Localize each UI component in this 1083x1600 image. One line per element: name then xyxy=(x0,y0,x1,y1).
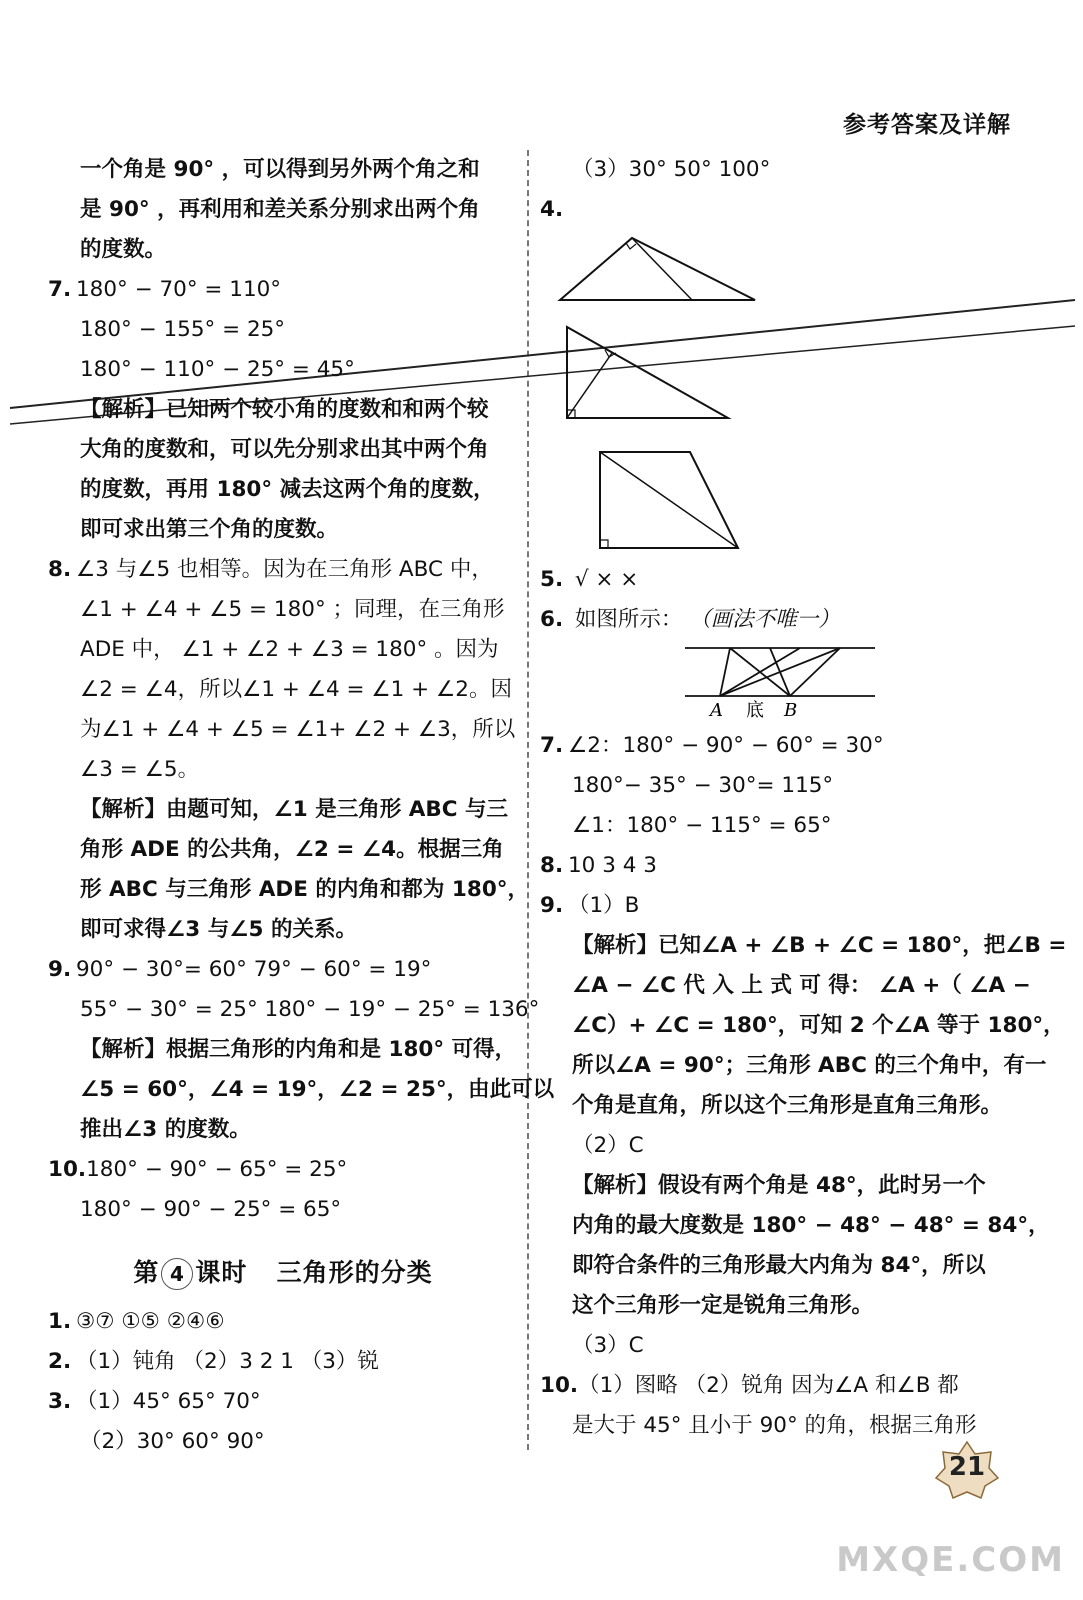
answer-line xyxy=(540,1326,1015,1366)
answer-text: ∠5 = 60°，∠4 = 19°，∠2 = 25°，由此可以 xyxy=(80,1077,555,1102)
answer-text: 角形 ADE 的公共角，∠2 = ∠4。根据三角 xyxy=(80,837,504,862)
answer-text: （1）45° 65° 70° xyxy=(76,1389,261,1414)
answer-text: 【解析】假设有两个角是 48°，此时另一个 xyxy=(572,1173,986,1198)
answer-line xyxy=(48,1190,518,1230)
lesson-name: 三角形的分类 xyxy=(276,1258,433,1287)
answer-line xyxy=(540,726,1015,766)
answer-text: （2）30° 60° 90° xyxy=(80,1429,265,1454)
right-column xyxy=(540,150,1067,1446)
question-number: 4. xyxy=(540,197,564,222)
answer-text: ∠3 = ∠5。 xyxy=(80,757,200,782)
page-header: 参考答案及详解 xyxy=(843,112,1011,138)
answer-line xyxy=(540,766,1015,806)
lesson-suffix: 课时 xyxy=(195,1258,248,1287)
answer-text: 是大于 45° 且小于 90° 的角，根据三角形 xyxy=(572,1413,977,1438)
answer-text: ADE 中， ∠1 + ∠2 + ∠3 = 180° 。因为 xyxy=(80,637,499,662)
answer-line xyxy=(48,590,518,630)
right-top-lines xyxy=(540,150,1015,190)
q4-figures xyxy=(550,190,1010,550)
answer-line xyxy=(48,1422,518,1462)
q4-triangle-1 xyxy=(560,238,755,300)
answer-text: 一个角是 90° ，可以得到另外两个角之和 xyxy=(80,157,480,182)
answer-text: 即可求出第三个角的度数。 xyxy=(80,517,339,542)
q6-label-a: A xyxy=(710,700,723,721)
question-number: 7. xyxy=(48,277,72,302)
q6-note: （画法不唯一） xyxy=(689,607,840,632)
q5-answer: √ × × xyxy=(574,567,639,592)
q4-trapezoid xyxy=(600,452,738,548)
answer-line xyxy=(540,1366,1015,1406)
answer-line xyxy=(48,230,518,270)
answer-line xyxy=(540,1286,1015,1326)
answer-line xyxy=(48,190,518,230)
answer-line xyxy=(540,1126,1015,1166)
answer-text: 这个三角形一定是锐角三角形。 xyxy=(572,1293,874,1318)
answer-text: 180° − 70° = 110° xyxy=(76,277,282,302)
answer-text: 180° − 90° − 25° = 65° xyxy=(80,1197,342,1222)
answer-text: ∠A − ∠C 代 入 上 式 可 得： ∠A +（ ∠A − xyxy=(572,973,1031,998)
answer-text: ∠2：180° − 90° − 60° = 30° xyxy=(568,733,884,758)
q6-figure xyxy=(680,640,880,720)
answer-text: （1）图略 （2）锐角 因为∠A 和∠B 都 xyxy=(578,1373,959,1398)
answer-line xyxy=(540,1166,1015,1206)
answer-line xyxy=(540,1086,1015,1126)
answer-line xyxy=(48,470,518,510)
answer-text: 的度数，再用 180° 减去这两个角的度数， xyxy=(80,477,495,502)
answer-line xyxy=(48,750,518,790)
watermark: MXQE.COM xyxy=(836,1540,1065,1580)
answer-text: 推出∠3 的度数。 xyxy=(80,1117,251,1142)
question-number: 10. xyxy=(48,1157,87,1182)
answer-line xyxy=(48,1302,518,1342)
question-number: 10. xyxy=(540,1373,579,1398)
answer-line xyxy=(48,350,518,390)
question-6 xyxy=(540,600,1015,640)
answer-line xyxy=(540,1246,1015,1286)
answer-line xyxy=(48,990,540,1030)
answer-line xyxy=(48,1110,518,1150)
answer-line xyxy=(48,310,518,350)
answer-line xyxy=(48,830,518,870)
answer-line xyxy=(48,550,518,590)
question-number: 1. xyxy=(48,1309,72,1334)
page-number: 21 xyxy=(948,1452,986,1482)
q6-answer: 如图所示： xyxy=(574,607,683,632)
answer-text: 180°− 35° − 30°= 115° xyxy=(572,773,834,798)
lesson-prefix: 第 xyxy=(133,1258,160,1287)
q6-label-b: B xyxy=(784,700,798,721)
answer-line xyxy=(48,790,518,830)
answer-text: （3）C xyxy=(572,1333,644,1358)
question-number: 7. xyxy=(540,733,564,758)
answer-text: 55° − 30° = 25° 180° − 19° − 25° = 136° xyxy=(80,997,540,1022)
left-answer-lines xyxy=(48,150,555,1230)
q4-triangle-2 xyxy=(567,327,728,418)
answer-text: 大角的度数和，可以先分别求出其中两个角 xyxy=(80,437,489,462)
answer-text: ∠2 = ∠4，所以∠1 + ∠4 = ∠1 + ∠2。因 xyxy=(80,677,512,702)
answer-line xyxy=(540,966,1031,1006)
answer-text: ∠1 + ∠4 + ∠5 = 180° ；同理，在三角形 xyxy=(80,597,505,622)
answer-text: ∠3 与∠5 也相等。因为在三角形 ABC 中， xyxy=(76,557,493,582)
answer-text: ∠C）+ ∠C = 180°，可知 2 个∠A 等于 180°， xyxy=(572,1013,1065,1038)
lesson-title xyxy=(48,1244,518,1302)
question-5 xyxy=(540,560,1015,600)
answer-text: 180° − 110° − 25° = 45° xyxy=(80,357,355,382)
answer-text: 形 ABC 与三角形 ADE 的内角和都为 180°， xyxy=(80,877,530,902)
answer-line xyxy=(540,150,1015,190)
answer-line xyxy=(48,910,518,950)
answer-line xyxy=(48,870,530,910)
answer-line xyxy=(540,846,1015,886)
answer-text: 个角是直角，所以这个三角形是直角三角形。 xyxy=(572,1093,1003,1118)
question-number: 6. xyxy=(540,607,564,632)
answer-text: 是 90° ，再利用和差关系分别求出两个角 xyxy=(80,197,480,222)
answer-line xyxy=(540,806,1015,846)
answer-text: 180° − 155° = 25° xyxy=(80,317,286,342)
question-number: 9. xyxy=(48,957,72,982)
question-number: 2. xyxy=(48,1349,72,1374)
right-answer-lines xyxy=(540,726,1067,1446)
q6-label-base: 底 xyxy=(746,700,764,721)
answer-text: （2）C xyxy=(572,1133,644,1158)
answer-text: 10 3 4 3 xyxy=(568,853,657,878)
answer-line xyxy=(48,510,518,550)
answer-line xyxy=(48,670,518,710)
answer-line xyxy=(48,710,518,750)
answer-line xyxy=(48,1382,518,1422)
answer-text: 的度数。 xyxy=(80,237,167,262)
answer-line xyxy=(540,1006,1065,1046)
answer-text: 【解析】根据三角形的内角和是 180° 可得， xyxy=(80,1037,517,1062)
lesson-answer-lines xyxy=(48,1302,518,1462)
answer-line xyxy=(540,886,1015,926)
answer-text: （3）30° 50° 100° xyxy=(572,157,771,182)
answer-line xyxy=(540,1206,1050,1246)
answer-line xyxy=(540,926,1067,966)
answer-text: ③⑦ ①⑤ ②④⑥ xyxy=(76,1309,225,1334)
answer-text: 即可求得∠3 与∠5 的关系。 xyxy=(80,917,357,942)
question-number: 3. xyxy=(48,1389,72,1414)
answer-line xyxy=(48,430,518,470)
left-column xyxy=(48,150,555,1462)
question-4 xyxy=(540,190,1015,560)
answer-line xyxy=(540,1046,1047,1086)
answer-line xyxy=(48,270,518,310)
answer-text: 为∠1 + ∠4 + ∠5 = ∠1+ ∠2 + ∠3，所以 xyxy=(80,717,516,742)
answer-line xyxy=(48,1070,555,1110)
answer-text: 【解析】已知两个较小角的度数和和两个较 xyxy=(80,397,489,422)
answer-line xyxy=(48,150,518,190)
page-number-badge xyxy=(935,1440,999,1500)
answer-text: 内角的最大度数是 180° − 48° − 48° = 84°， xyxy=(572,1213,1050,1238)
question-number: 9. xyxy=(540,893,564,918)
answer-line xyxy=(48,1342,518,1382)
answer-text: 所以∠A = 90°；三角形 ABC 的三个角中，有一 xyxy=(572,1053,1047,1078)
answer-line xyxy=(48,630,518,670)
answer-text: 【解析】由题可知，∠1 是三角形 ABC 与三 xyxy=(80,797,508,822)
lesson-number: 4 xyxy=(161,1258,193,1290)
answer-text: 【解析】已知∠A + ∠B + ∠C = 180°，把∠B = xyxy=(572,933,1067,958)
answer-text: （1）钝角 （2）3 2 1 （3）锐 xyxy=(76,1349,379,1374)
answer-line xyxy=(48,1150,518,1190)
answer-text: 180° − 90° − 65° = 25° xyxy=(86,1157,348,1182)
question-number: 8. xyxy=(48,557,72,582)
answer-line xyxy=(48,1030,518,1070)
answer-line xyxy=(48,950,518,990)
answer-text: 即符合条件的三角形最大内角为 84°，所以 xyxy=(572,1253,986,1278)
answer-text: （1）B xyxy=(568,893,640,918)
question-number: 5. xyxy=(540,567,564,592)
answer-text: ∠1：180° − 115° = 65° xyxy=(572,813,832,838)
answer-text: 90° − 30°= 60° 79° − 60° = 19° xyxy=(76,957,432,982)
question-number: 8. xyxy=(540,853,564,878)
answer-line xyxy=(48,390,518,430)
